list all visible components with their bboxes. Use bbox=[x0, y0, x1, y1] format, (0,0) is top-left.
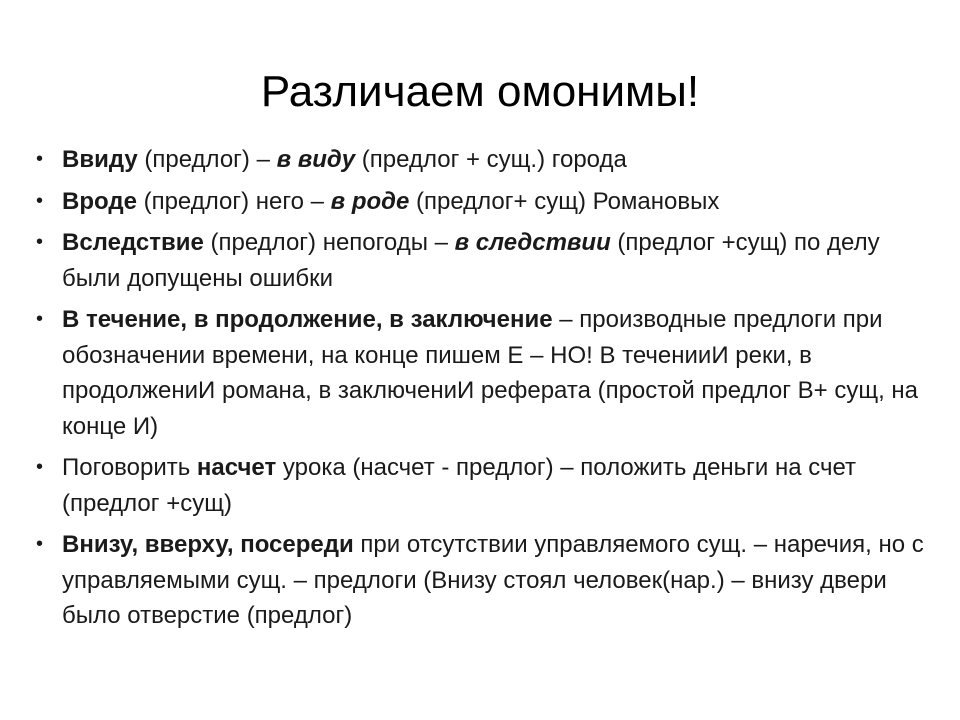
bullet-item-3 bbox=[36, 225, 936, 296]
term-v-vidu: в виду bbox=[276, 146, 356, 173]
bullet-text: при отсутствии управляемого сущ. – наречия, но с управляемыми сущ. – предлоги (Внизу стоял человек(нар.) – внизу двери было отверстие (предлог) bbox=[62, 531, 924, 629]
bullet-icon: • bbox=[36, 308, 44, 330]
bullet-icon: • bbox=[36, 456, 44, 478]
bullet-icon: • bbox=[36, 148, 44, 170]
slide-title: Различаем омонимы! bbox=[260, 67, 700, 116]
term-vnizu: Внизу, вверху, посереди bbox=[62, 531, 354, 558]
bullet-item-5 bbox=[36, 450, 936, 521]
bullet-icon: • bbox=[36, 533, 44, 555]
term-v-sledstvii: в следствии bbox=[454, 229, 611, 256]
term-vvidu: Ввиду bbox=[62, 146, 138, 173]
term-naschet: насчет bbox=[196, 454, 277, 481]
bullet-text: (предлог) него – bbox=[136, 187, 331, 215]
bullet-text: (предлог) – bbox=[137, 146, 277, 173]
bullet-text: Поговорить bbox=[62, 454, 197, 481]
bullet-text: урока (насчет - предлог) – положить деньги на счет (предлог +сущ) bbox=[62, 454, 857, 517]
bullet-icon: • bbox=[36, 189, 44, 212]
bullet-list bbox=[36, 142, 936, 640]
bullet-text: (предлог+ сущ) Романовых bbox=[409, 187, 720, 215]
bullet-item-2 bbox=[36, 184, 936, 220]
term-vrode: Вроде bbox=[62, 187, 137, 215]
term-v-rode: в роде bbox=[330, 187, 410, 215]
bullet-icon: • bbox=[36, 231, 44, 253]
bullet-text: (предлог + сущ.) города bbox=[355, 146, 627, 173]
bullet-item-6 bbox=[36, 527, 936, 634]
bullet-text: (предлог) непогоды – bbox=[203, 229, 455, 256]
term-v-techenie: В течение, в продолжение, в заключение bbox=[62, 306, 553, 333]
term-vsledstvie: Вследствие bbox=[62, 229, 204, 256]
bullet-item-4 bbox=[36, 302, 936, 444]
bullet-item-1 bbox=[36, 142, 936, 178]
bullet-text: – производные предлоги при обозначении времени, на конце пишем Е – НО! В теченииИ реки, в продолжениИ романа, в заключениИ реферата (простой предлог В+ сущ, на конце И) bbox=[62, 306, 919, 440]
bullet-text: (предлог +сущ) по делу были допущены ошибки bbox=[62, 229, 880, 292]
